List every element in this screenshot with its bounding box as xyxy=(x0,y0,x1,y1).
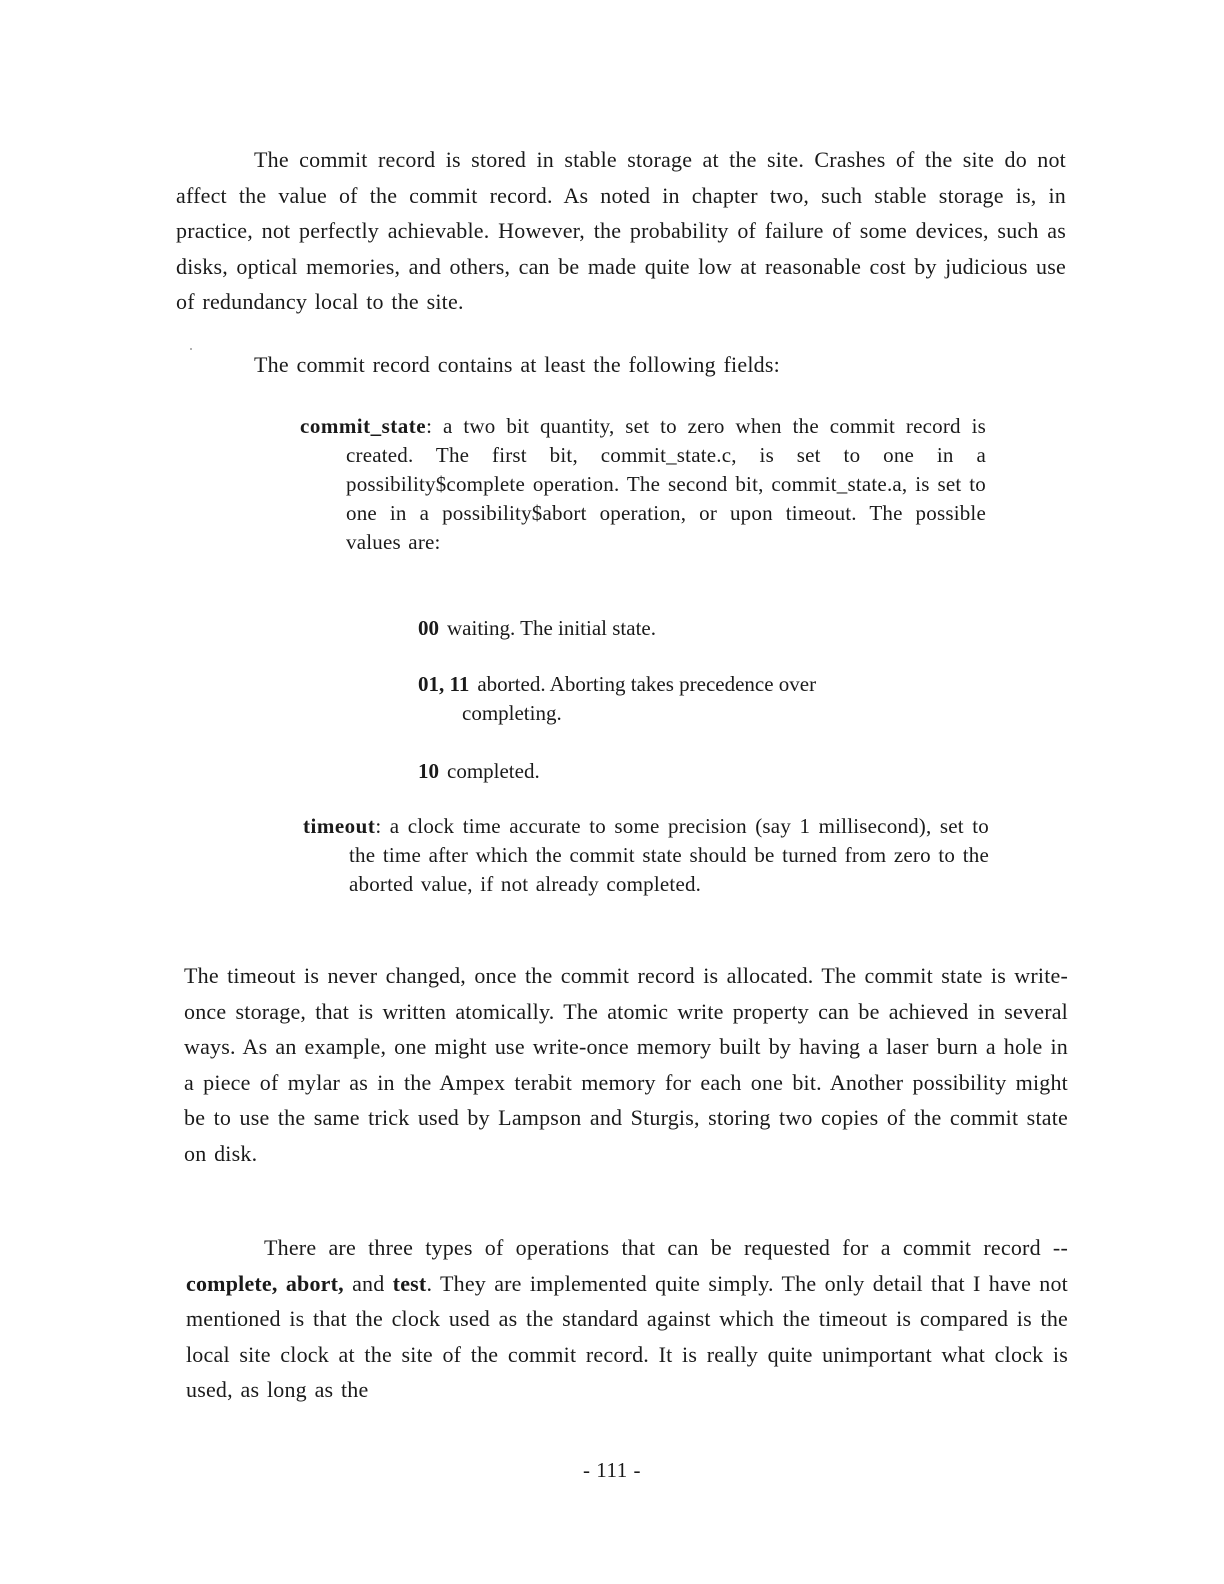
paragraph-operations-text-b: . They are implemented quite simply. The only detail that I have not mentioned is that the clock used as the standard against which the timeout is compared is the local site clock at the site of the commit record. It is really quite unimportant what clock is used, as long as the xyxy=(186,1270,1068,1402)
field-desc-timeout: : a clock time accurate to some precision (say 1 millisecond), set to the time after which the commit state should be turned from zero to the aborted value, if not already completed. xyxy=(349,814,989,896)
paragraph-timeout-atomic: The timeout is never changed, once the commit record is allocated. The commit state is write-once storage, that is written atomically. The atomic write property can be achieved in several ways. As an example, one might use write-once memory built by having a laser burn a hole in a piece of mylar as in the Ampex terabit memory for each one bit. Another possibility might be to use the same trick used by Lampson and Sturgis, storing two copies of the commit state on disk. xyxy=(184,963,1068,1166)
paragraph-operations xyxy=(186,1230,1068,1408)
value-desc: waiting. The initial state. xyxy=(447,616,656,640)
page-number: - 111 - xyxy=(583,1458,641,1482)
field-term-commit-state: commit_state xyxy=(300,414,427,438)
field-definition-timeout xyxy=(303,812,989,899)
operation-test: test xyxy=(392,1270,427,1296)
value-code: 01, 11 xyxy=(418,672,470,696)
value-code: 10 xyxy=(418,759,439,783)
operation-complete: complete, xyxy=(186,1270,278,1296)
paragraph-stable-storage: The commit record is stored in stable storage at the site. Crashes of the site do not affect the value of the commit record. As noted in chapter two, such stable storage is, in practice, not perfectly achievable. However, the probability of failure of some devices, such as disks, optical memories, and others, can be made quite low at reasonable cost by judicious use of redundancy local to the site. xyxy=(176,147,1066,314)
operation-abort: abort, xyxy=(285,1270,344,1296)
field-desc-commit-state: : a two bit quantity, set to zero when the commit record is created. The first bit, commit_state.c, is set to one in a possibility$complete operation. The second bit, commit_state.a, is set to one in a possibility$abort operation, or upon timeout. The possible values are: xyxy=(346,414,986,554)
value-code: 00 xyxy=(418,616,439,640)
value-item-waiting xyxy=(418,614,872,643)
value-desc: aborted. Aborting takes precedence over completing. xyxy=(462,672,817,725)
value-item-completed xyxy=(418,757,872,786)
paragraph-fields-intro: The commit record contains at least the following fields: xyxy=(254,352,780,377)
value-item-aborted xyxy=(418,670,872,728)
paragraph-operations-sep xyxy=(278,1271,286,1296)
paragraph-operations-and: and xyxy=(343,1270,393,1296)
field-definition-commit-state xyxy=(300,412,986,557)
paragraph-operations-text-a: There are three types of operations that can be requested for a commit record -- xyxy=(264,1235,1068,1260)
value-desc: completed. xyxy=(447,759,540,783)
field-term-timeout: timeout xyxy=(303,814,376,838)
